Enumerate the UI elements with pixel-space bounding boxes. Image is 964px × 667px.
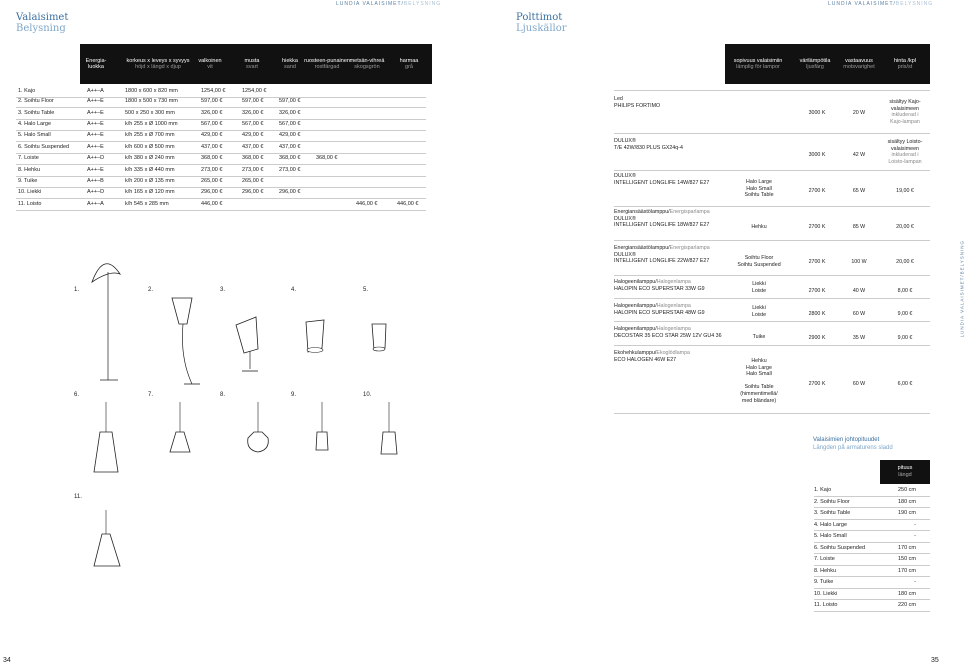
table-row bbox=[16, 96, 436, 107]
price-cell: 368,00 € bbox=[242, 155, 264, 161]
price-cell: 429,00 € bbox=[201, 132, 223, 138]
equiv-value: 100 W bbox=[851, 259, 867, 265]
cord-row bbox=[814, 543, 930, 555]
running-header bbox=[336, 1, 441, 7]
energy-class: A++–E bbox=[87, 144, 104, 150]
cord-row bbox=[814, 577, 930, 589]
cord-lamp-name: 2. Soihtu Floor bbox=[814, 498, 850, 505]
price-cell: 567,00 € bbox=[201, 121, 223, 127]
temp-value: 3000 K bbox=[808, 110, 826, 116]
bulb-dulux-18w: Energiansäästölamppu/Energisparlampa DULUX® INTELLIGENT LONGLIFE 18W/827 E27 bbox=[614, 209, 710, 229]
table-row bbox=[16, 199, 436, 210]
energy-class: A++–A bbox=[87, 201, 104, 207]
fits-row3: Halo Large Halo Small Soihtu Table bbox=[744, 179, 774, 199]
equiv-value: 40 W bbox=[852, 288, 866, 294]
table-row bbox=[16, 119, 436, 130]
price-cell: 437,00 € bbox=[279, 144, 301, 150]
tuike-lamp-icon bbox=[312, 402, 332, 454]
lamp-label: 9. bbox=[291, 392, 297, 398]
table-row bbox=[16, 176, 436, 187]
cord-length: 150 cm bbox=[897, 556, 916, 562]
bulb-halopin-48w: Halogeenilamppu/Halogenlampa HALOPIN ECO SUPERSTAR 48W G9 bbox=[614, 303, 705, 316]
dimensions: k/h 380 x Ø 240 mm bbox=[125, 155, 175, 161]
col-dims: korkeus x leveys x syvyys höjd x längd x djup bbox=[126, 57, 190, 70]
price-cell: 368,00 € bbox=[279, 155, 301, 161]
soihtu-suspended-lamp-icon bbox=[92, 402, 122, 474]
bulb-dulux-te: DULUX® T/E 42W/830 PLUS GX24q-4 bbox=[614, 138, 683, 151]
lamp-name: 8. Hehku bbox=[18, 167, 41, 173]
energy-class: A++–D bbox=[87, 155, 105, 161]
equiv-value: 60 W bbox=[852, 311, 866, 317]
fits-loisto: sisältyy Loisto- valaisimeen inkluderad i Loisto-lampan bbox=[887, 139, 923, 165]
price-cell: 296,00 € bbox=[279, 189, 301, 195]
price-cell: 368,00 € bbox=[316, 155, 338, 161]
divider bbox=[614, 206, 930, 207]
page-number: 34 bbox=[3, 657, 11, 664]
col-price: hinta /kpl pris/st bbox=[893, 57, 916, 70]
cord-row bbox=[814, 600, 930, 612]
cord-length: 220 cm bbox=[897, 602, 916, 608]
cord-lamp-name: 6. Soihtu Suspended bbox=[814, 544, 866, 551]
page-number: 35 bbox=[931, 657, 939, 664]
lamp-label: 8. bbox=[220, 392, 226, 398]
price-cell: 446,00 € bbox=[356, 201, 378, 207]
halo-small-lamp-icon bbox=[368, 322, 392, 358]
cord-row bbox=[814, 508, 930, 520]
title-sv: Belysning bbox=[16, 23, 66, 34]
col-grey: harmaa grå bbox=[399, 57, 419, 70]
dimensions: k/h 200 x Ø 135 mm bbox=[125, 178, 175, 184]
cord-length: - bbox=[914, 533, 916, 539]
lamp-name: 3. Soihtu Table bbox=[18, 110, 55, 116]
equiv-value: 35 W bbox=[852, 335, 866, 341]
col-forest: metsän-vihreä skogsgrön bbox=[349, 57, 385, 70]
price-table-header bbox=[80, 44, 432, 84]
lamp-name: 2. Soihtu Floor bbox=[18, 98, 54, 104]
cord-lamp-name: 10. Liekki bbox=[814, 590, 838, 597]
soihtu-floor-lamp-icon bbox=[168, 298, 208, 388]
divider bbox=[614, 413, 930, 414]
energy-class: A++–E bbox=[87, 110, 104, 116]
divider bbox=[614, 298, 930, 299]
price-cell: 597,00 € bbox=[279, 98, 301, 104]
price-cell: 326,00 € bbox=[201, 110, 223, 116]
price-cell: 273,00 € bbox=[279, 167, 301, 173]
price-value: 8,00 € bbox=[897, 288, 913, 294]
price-cell: 597,00 € bbox=[201, 98, 223, 104]
temp-value: 2700 K bbox=[808, 224, 826, 230]
cord-lamp-name: 7. Loiste bbox=[814, 556, 835, 562]
equiv-value: 20 W bbox=[852, 110, 866, 116]
energy-class: A++–A bbox=[87, 88, 104, 94]
cord-lamp-name: 9. Tuike bbox=[814, 579, 834, 585]
col-sand: hiekka sand bbox=[282, 57, 298, 70]
vertical-tag: LUNDIA VALAISIMET/BELYSNING bbox=[959, 240, 964, 338]
price-cell: 429,00 € bbox=[279, 132, 301, 138]
col-temp: värilämpötila ljusfärg bbox=[799, 57, 831, 70]
dimensions: k/h 165 x Ø 120 mm bbox=[125, 189, 175, 195]
bulb-dulux-22w: Energiansäästölamppu/Energisparlampa DULUX® INTELLIGENT LONGLIFE 22W/827 E27 bbox=[614, 245, 710, 265]
lamp-name: 11. Loisto bbox=[18, 201, 42, 207]
cord-length: 250 cm bbox=[897, 487, 916, 493]
energy-class: A++–E bbox=[87, 132, 104, 138]
cord-length: - bbox=[914, 521, 916, 528]
price-cell: 437,00 € bbox=[242, 144, 264, 150]
lamp-label: 2. bbox=[148, 287, 154, 293]
lamp-name: 1. Kajo bbox=[18, 88, 36, 94]
title-fi: Valaisimet bbox=[16, 12, 69, 23]
cord-length: - bbox=[914, 579, 916, 585]
energy-class: A++–E bbox=[87, 167, 104, 173]
fits-row8: Tuike bbox=[752, 334, 766, 340]
temp-value: 2900 K bbox=[808, 335, 826, 341]
col-rust: ruosteen-punainen rostfärgad bbox=[304, 57, 350, 70]
bulb-eco-halogen: Ekohehkulamppu/Ekoglödlampa ECO HALOGEN 46W E27 bbox=[614, 350, 690, 363]
lamp-label: 5. bbox=[363, 287, 369, 293]
equiv-value: 42 W bbox=[852, 152, 866, 158]
col-black: musta svart bbox=[244, 57, 260, 70]
price-cell: 446,00 € bbox=[397, 201, 419, 207]
liekki-lamp-icon bbox=[377, 402, 401, 458]
divider bbox=[614, 345, 930, 346]
table-row bbox=[16, 142, 436, 153]
lamp-label: 6. bbox=[74, 392, 80, 398]
brand-sub: BELYSNING bbox=[895, 1, 934, 7]
col-white: valkoinen vit bbox=[198, 57, 222, 70]
brand-main: LUNDIA VALAISIMET/ bbox=[336, 1, 404, 7]
hehku-lamp-icon bbox=[240, 402, 276, 460]
bulb-dulux-14w: DULUX® INTELLIGENT LONGLIFE 14W/827 E27 bbox=[614, 173, 710, 186]
title-fi: Polttimot bbox=[516, 12, 563, 23]
fits-row9: Hehku Halo Large Halo Small Soihtu Table (himmentimellä/ med bländare) bbox=[740, 358, 778, 404]
temp-value: 2700 K bbox=[808, 188, 826, 194]
price-cell: 429,00 € bbox=[242, 132, 264, 138]
price-cell: 326,00 € bbox=[242, 110, 264, 116]
lamp-label: 3. bbox=[220, 287, 226, 293]
left-page bbox=[0, 0, 480, 667]
temp-value: 2700 K bbox=[808, 259, 826, 265]
cord-lamp-name: 1. Kajo bbox=[814, 487, 832, 493]
cord-lamp-name: 4. Halo Large bbox=[814, 521, 848, 528]
fits-kajo: sisältyy Kajo- valaisimeen inkluderad i Kajo-lampan bbox=[889, 99, 921, 125]
fits-row7: Liekki Loiste bbox=[751, 305, 767, 318]
energy-class: A++–B bbox=[87, 178, 104, 184]
price-cell: 567,00 € bbox=[279, 121, 301, 127]
price-cell: 326,00 € bbox=[279, 110, 301, 116]
lamp-name: 5. Halo Small bbox=[18, 132, 51, 138]
divider bbox=[614, 170, 930, 171]
table-row bbox=[16, 165, 436, 176]
cord-row bbox=[814, 554, 930, 566]
temp-value: 2700 K bbox=[808, 288, 826, 294]
equiv-value: 65 W bbox=[852, 188, 866, 194]
table-row bbox=[16, 130, 436, 141]
cord-table-title: Valaisimien johtopituudet Längden på armaturens sladd bbox=[813, 437, 893, 451]
lamp-label: 1. bbox=[74, 287, 80, 293]
price-cell: 437,00 € bbox=[201, 144, 223, 150]
lamp-label: 7. bbox=[148, 392, 154, 398]
equiv-value: 85 W bbox=[852, 224, 866, 230]
lamp-name: 6. Soihtu Suspended bbox=[18, 144, 70, 150]
energy-class: A++–E bbox=[87, 98, 104, 104]
price-cell: 597,00 € bbox=[242, 98, 264, 104]
table-row bbox=[16, 153, 436, 164]
price-cell: 1254,00 € bbox=[201, 88, 226, 94]
soihtu-table-lamp-icon bbox=[234, 315, 268, 375]
dimensions: k/h 545 x 285 mm bbox=[125, 201, 169, 207]
row-divider bbox=[16, 210, 426, 211]
dimensions: 1800 x 500 x 730 mm bbox=[125, 98, 178, 104]
cord-row bbox=[814, 485, 930, 497]
price-value: 19,00 € bbox=[896, 188, 914, 194]
bulb-led: Led PHILIPS FORTIMO bbox=[614, 96, 661, 109]
divider bbox=[614, 133, 930, 134]
energy-class: A++–E bbox=[87, 121, 104, 127]
bulb-decostar: Halogeenilamppu/Halogenlampa DECOSTAR 35 ECO STAR 25W 12V GU4 36 bbox=[614, 326, 722, 339]
cord-lamp-name: 8. Hehku bbox=[814, 567, 837, 574]
running-header-right bbox=[828, 1, 933, 7]
cord-table-header: pituus längd bbox=[880, 460, 930, 484]
brand-sub: BELYSNING bbox=[403, 1, 442, 7]
col-fits: sopivuus valaisimiin lämplig för lampor bbox=[733, 57, 783, 70]
dimensions: 500 x 250 x 300 mm bbox=[125, 110, 175, 116]
dimensions: k/h 255 x Ø 700 mm bbox=[125, 132, 175, 138]
cord-lamp-name: 5. Halo Small bbox=[814, 533, 847, 539]
cord-length: 180 cm bbox=[897, 498, 916, 505]
dimensions: k/h 255 x Ø 1000 mm bbox=[125, 121, 178, 127]
price-cell: 265,00 € bbox=[201, 178, 223, 184]
lamp-name: 10. Liekki bbox=[18, 189, 42, 195]
price-cell: 296,00 € bbox=[201, 189, 223, 195]
temp-value: 2800 K bbox=[808, 311, 826, 317]
cord-length: 170 cm bbox=[897, 544, 916, 551]
lamp-name: 9. Tuike bbox=[18, 178, 38, 184]
col-equiv: vastaavuus motsvarighet bbox=[843, 57, 875, 70]
cord-row bbox=[814, 589, 930, 601]
cord-row bbox=[814, 520, 930, 532]
divider bbox=[614, 240, 930, 241]
cord-row bbox=[814, 566, 930, 578]
halo-large-lamp-icon bbox=[300, 318, 330, 358]
cord-row bbox=[814, 531, 930, 543]
lamp-name: 4. Halo Large bbox=[18, 121, 52, 127]
price-value: 9,00 € bbox=[897, 335, 913, 341]
price-cell: 1254,00 € bbox=[242, 88, 267, 94]
dimensions: k/h 600 x Ø 500 mm bbox=[125, 144, 175, 150]
price-value: 6,00 € bbox=[897, 381, 913, 387]
price-cell: 273,00 € bbox=[201, 167, 223, 173]
lamp-label: 4. bbox=[291, 287, 297, 293]
cord-length: 190 cm bbox=[897, 510, 916, 516]
cord-lamp-name: 3. Soihtu Table bbox=[814, 510, 851, 516]
equiv-value: 60 W bbox=[852, 381, 866, 387]
dimensions: 1800 x 600 x 820 mm bbox=[125, 88, 178, 94]
title-sv: Ljuskällor bbox=[516, 23, 567, 34]
cord-length: 170 cm bbox=[897, 567, 916, 574]
price-value: 20,00 € bbox=[896, 224, 914, 230]
brand-main: LUNDIA VALAISIMET/ bbox=[828, 1, 896, 7]
fits-row6: Liekki Loiste bbox=[751, 281, 767, 294]
price-cell: 296,00 € bbox=[242, 189, 264, 195]
dimensions: k/h 335 x Ø 440 mm bbox=[125, 167, 175, 173]
price-cell: 368,00 € bbox=[201, 155, 223, 161]
cord-row bbox=[814, 497, 930, 509]
price-value: 20,00 € bbox=[896, 259, 914, 265]
page-title bbox=[16, 12, 68, 34]
fits-row4: Hehku bbox=[751, 224, 767, 230]
table-row bbox=[16, 108, 436, 119]
price-cell: 567,00 € bbox=[242, 121, 264, 127]
col-energy: Energia-luokka bbox=[85, 57, 107, 70]
loiste-lamp-icon bbox=[166, 402, 196, 456]
divider bbox=[614, 275, 930, 276]
price-cell: 273,00 € bbox=[242, 167, 264, 173]
kajo-lamp-icon bbox=[90, 252, 150, 382]
lamp-label: 10. bbox=[363, 392, 372, 398]
divider bbox=[614, 321, 930, 322]
cord-length: 180 cm bbox=[897, 590, 916, 597]
temp-value: 3000 K bbox=[808, 152, 826, 158]
fits-row5: Soihtu Floor Soihtu Suspended bbox=[737, 255, 781, 268]
price-cell: 265,00 € bbox=[242, 178, 264, 184]
divider bbox=[614, 90, 930, 91]
cord-lamp-name: 11. Loisto bbox=[814, 602, 838, 608]
price-cell: 446,00 € bbox=[201, 201, 223, 207]
table-row bbox=[16, 187, 436, 198]
energy-class: A++–D bbox=[87, 189, 105, 195]
bulb-halopin-33w: Halogeenilamppu/Halogenlampa HALOPIN ECO SUPERSTAR 33W G9 bbox=[614, 279, 705, 292]
temp-value: 2700 K bbox=[808, 381, 826, 387]
lamp-label: 11. bbox=[74, 494, 82, 500]
loisto-lamp-icon bbox=[92, 510, 126, 570]
bulb-table-header bbox=[725, 44, 930, 84]
lamp-name: 7. Loiste bbox=[18, 155, 39, 161]
page-title-right bbox=[516, 12, 567, 34]
price-value: 9,00 € bbox=[897, 311, 913, 317]
